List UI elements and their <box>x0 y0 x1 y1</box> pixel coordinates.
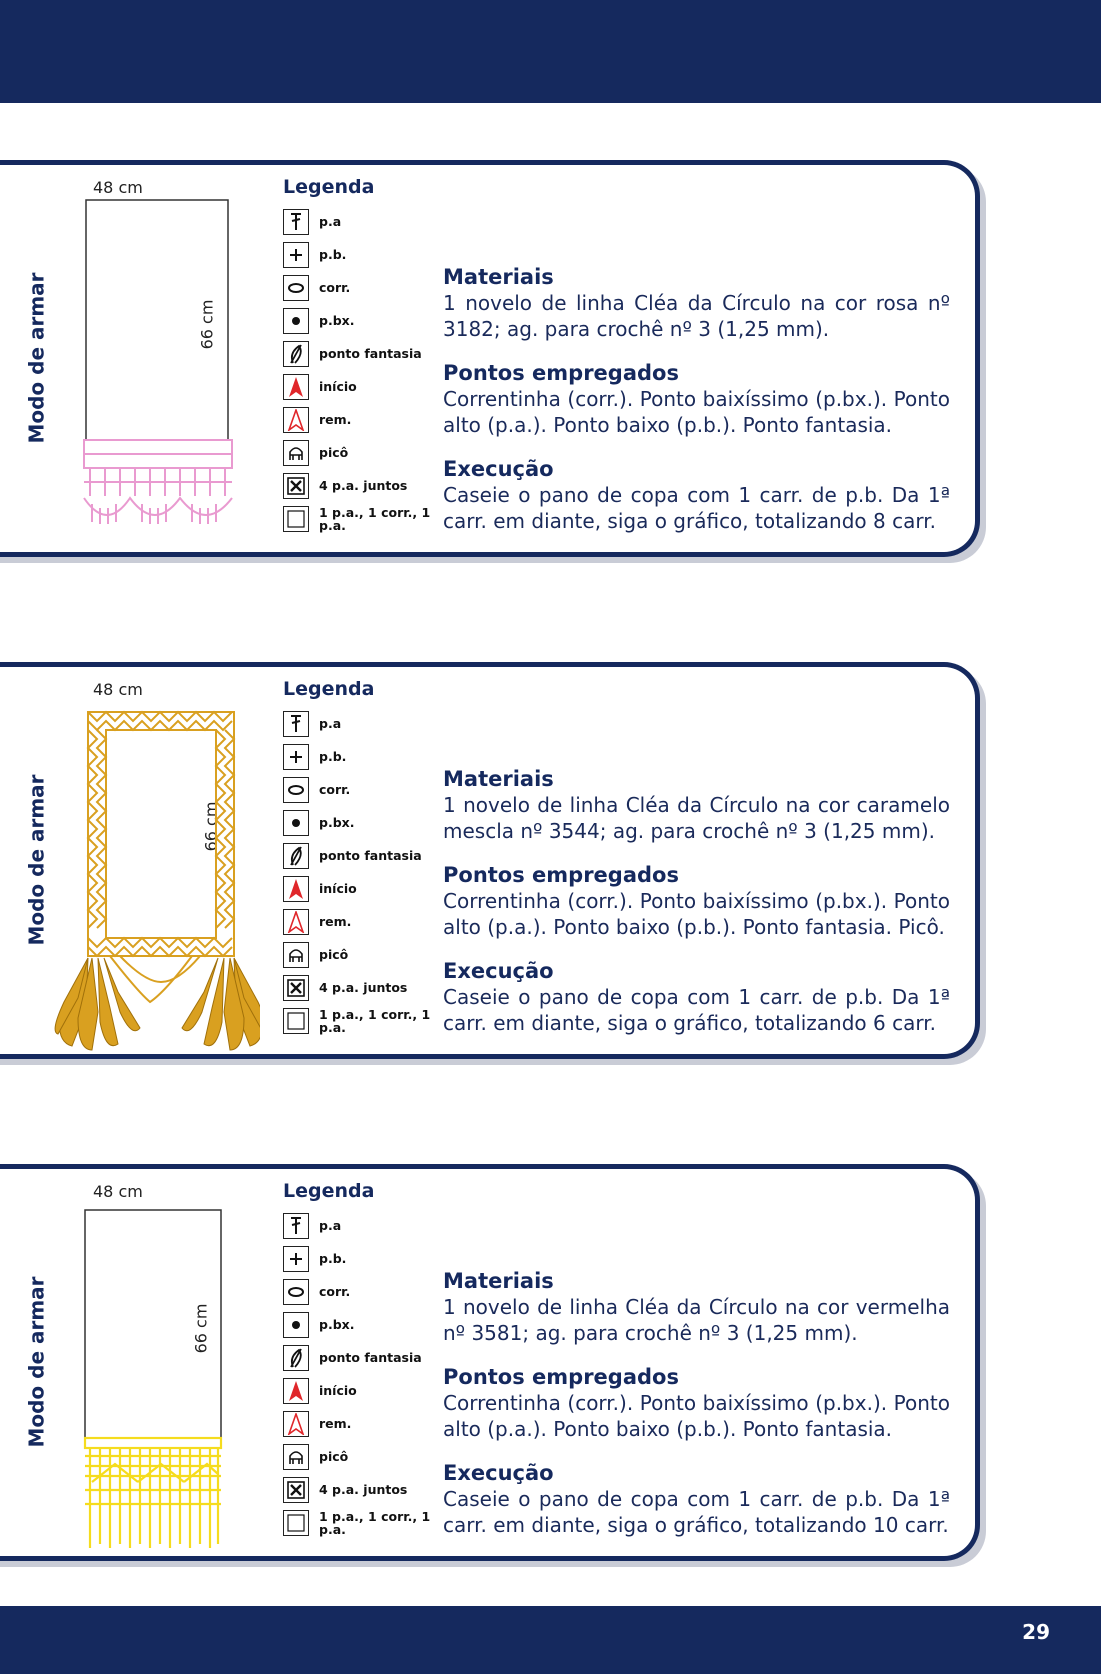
width-dimension: 48 cm <box>93 1182 143 1201</box>
legend-item: ponto fantasia <box>283 839 433 872</box>
top-header-band <box>0 0 1101 103</box>
legend-item: p.bx. <box>283 304 433 337</box>
towel-diagram <box>0 1164 260 1559</box>
legend-item: corr. <box>283 1275 433 1308</box>
start-arrow-icon <box>283 1378 309 1404</box>
rem-arrow-icon <box>283 407 309 433</box>
legend-item: p.b. <box>283 238 433 271</box>
legend <box>283 1180 433 1539</box>
leaf-stitch-icon <box>283 843 309 869</box>
legend-item: início <box>283 872 433 905</box>
legend-item: p.b. <box>283 1242 433 1275</box>
legend-item: p.b. <box>283 740 433 773</box>
materiais-title: Materiais <box>443 767 554 791</box>
empty-box-icon <box>283 1510 309 1536</box>
pontos-title: Pontos empregados <box>443 863 679 887</box>
legend <box>283 176 433 535</box>
towel-diagram <box>0 160 260 555</box>
materiais-title: Materiais <box>443 1269 554 1293</box>
legend-item: início <box>283 1374 433 1407</box>
page-number: 29 <box>1022 1620 1050 1644</box>
legend-item: ponto fantasia <box>283 337 433 370</box>
x-box-icon <box>283 1477 309 1503</box>
legend-item: p.bx. <box>283 1308 433 1341</box>
legend-item: rem. <box>283 1407 433 1440</box>
width-dimension: 48 cm <box>93 178 143 197</box>
start-arrow-icon <box>283 876 309 902</box>
plus-symbol-icon <box>283 744 309 770</box>
legend-title: Legenda <box>283 1180 375 1202</box>
height-dimension: 66 cm <box>201 801 221 852</box>
legend-item: 1 p.a., 1 corr., 1 p.a. <box>283 502 433 535</box>
legend-item: p.a <box>283 1209 433 1242</box>
legend-item: rem. <box>283 403 433 436</box>
chain-oval-icon <box>283 275 309 301</box>
height-dimension: 66 cm <box>191 1303 211 1354</box>
picot-icon <box>283 440 309 466</box>
chain-oval-icon <box>283 1279 309 1305</box>
legend-item: picô <box>283 938 433 971</box>
legend-item: 4 p.a. juntos <box>283 469 433 502</box>
legend-item: picô <box>283 1440 433 1473</box>
dot-icon <box>283 1312 309 1338</box>
legend-item: 1 p.a., 1 corr., 1 p.a. <box>283 1506 433 1539</box>
materiais-text: 1 novelo de linha Cléa da Círculo na cor rosa nº 3182; ag. para crochê nº 3 (1,25 mm). <box>443 291 950 341</box>
pontos-text: Correntinha (corr.). Ponto baixíssimo (p.bx.). Ponto alto (p.a.). Ponto baixo (p.b.). Ponto fantasia. <box>443 387 950 437</box>
pattern-card-3 <box>0 1164 1021 1559</box>
height-dimension: 66 cm <box>197 299 217 350</box>
picot-icon <box>283 1444 309 1470</box>
pontos-title: Pontos empregados <box>443 1365 679 1389</box>
x-box-icon <box>283 975 309 1001</box>
pontos-text: Correntinha (corr.). Ponto baixíssimo (p.bx.). Ponto alto (p.a.). Ponto baixo (p.b.). Ponto fantasia. <box>443 1391 950 1441</box>
picot-icon <box>283 942 309 968</box>
modo-de-armar-label: Modo de armar <box>25 1275 50 1448</box>
plus-symbol-icon <box>283 242 309 268</box>
info-panel <box>443 264 950 552</box>
legend-item: 1 p.a., 1 corr., 1 p.a. <box>283 1004 433 1037</box>
modo-de-armar-label: Modo de armar <box>25 271 50 444</box>
chain-oval-icon <box>283 777 309 803</box>
legend-item: 4 p.a. juntos <box>283 971 433 1004</box>
start-arrow-icon <box>283 374 309 400</box>
pontos-title: Pontos empregados <box>443 361 679 385</box>
legend-item: p.a <box>283 707 433 740</box>
legend-item: 4 p.a. juntos <box>283 1473 433 1506</box>
legend-item: início <box>283 370 433 403</box>
pontos-text: Correntinha (corr.). Ponto baixíssimo (p.bx.). Ponto alto (p.a.). Ponto baixo (p.b.). Ponto fantasia. Picô. <box>443 889 950 939</box>
pattern-card-1 <box>0 160 1021 555</box>
execucao-title: Execução <box>443 457 554 481</box>
materiais-text: 1 novelo de linha Cléa da Círculo na cor vermelha nº 3581; ag. para crochê nº 3 (1,25 mm). <box>443 1295 950 1345</box>
materiais-title: Materiais <box>443 265 554 289</box>
legend-item: corr. <box>283 271 433 304</box>
leaf-stitch-icon <box>283 341 309 367</box>
legend-title: Legenda <box>283 176 375 198</box>
pattern-card-2 <box>0 662 1021 1057</box>
legend-item: corr. <box>283 773 433 806</box>
legend <box>283 678 433 1037</box>
empty-box-icon <box>283 506 309 532</box>
double-crochet-symbol-icon <box>283 711 309 737</box>
legend-title: Legenda <box>283 678 375 700</box>
rem-arrow-icon <box>283 1411 309 1437</box>
legend-item: p.a <box>283 205 433 238</box>
legend-item: ponto fantasia <box>283 1341 433 1374</box>
legend-item: p.bx. <box>283 806 433 839</box>
width-dimension: 48 cm <box>93 680 143 699</box>
x-box-icon <box>283 473 309 499</box>
execucao-title: Execução <box>443 1461 554 1485</box>
legend-item: rem. <box>283 905 433 938</box>
legend-item: picô <box>283 436 433 469</box>
bottom-footer-band <box>0 1606 1101 1674</box>
materiais-text: 1 novelo de linha Cléa da Círculo na cor caramelo mescla nº 3544; ag. para crochê nº 3 (1,25 mm). <box>443 793 950 843</box>
rem-arrow-icon <box>283 909 309 935</box>
leaf-stitch-icon <box>283 1345 309 1371</box>
plus-symbol-icon <box>283 1246 309 1272</box>
dot-icon <box>283 810 309 836</box>
towel-diagram <box>0 662 260 1057</box>
info-panel <box>443 766 950 1054</box>
modo-de-armar-label: Modo de armar <box>25 773 50 946</box>
empty-box-icon <box>283 1008 309 1034</box>
execucao-text: Caseie o pano de copa com 1 carr. de p.b. Da 1ª carr. em diante, siga o gráfico, totalizando 10 carr. <box>443 1487 950 1537</box>
double-crochet-symbol-icon <box>283 209 309 235</box>
execucao-text: Caseie o pano de copa com 1 carr. de p.b. Da 1ª carr. em diante, siga o gráfico, totalizando 8 carr. <box>443 483 950 533</box>
dot-icon <box>283 308 309 334</box>
double-crochet-symbol-icon <box>283 1213 309 1239</box>
execucao-title: Execução <box>443 959 554 983</box>
info-panel <box>443 1268 950 1556</box>
execucao-text: Caseie o pano de copa com 1 carr. de p.b. Da 1ª carr. em diante, siga o gráfico, totalizando 6 carr. <box>443 985 950 1035</box>
